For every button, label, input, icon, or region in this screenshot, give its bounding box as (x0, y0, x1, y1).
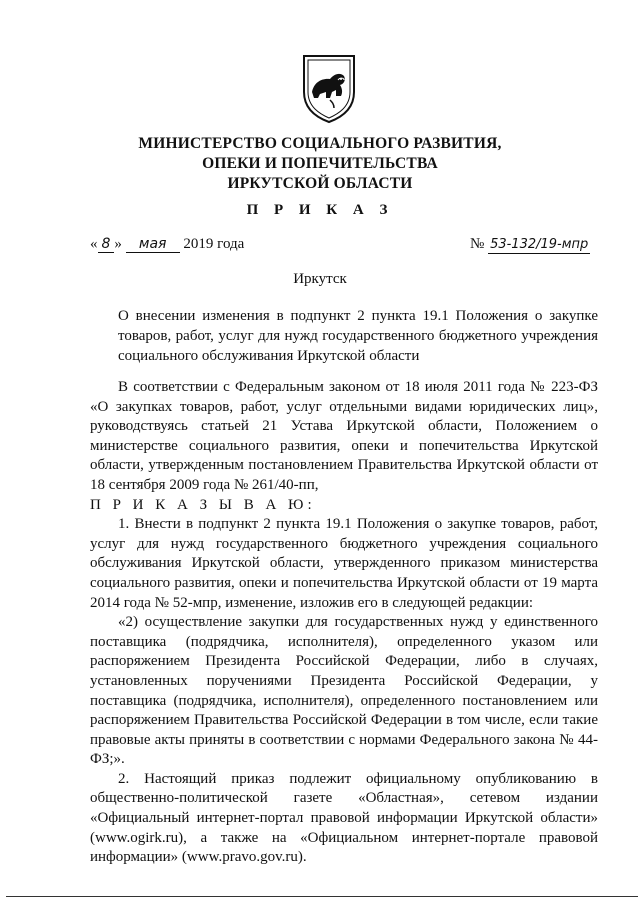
date-month: мая (126, 236, 180, 253)
order-subject: О внесении изменения в подпункт 2 пункта 19.1 Положения о закупке товаров, работ, услуг для нужд государственного бюджетного учреждения социального обслуживания Иркутской области (118, 308, 598, 364)
number-value: 53-132/19-мпр (490, 237, 589, 252)
coat-of-arms-icon (300, 52, 358, 124)
date-day: 8 (98, 236, 115, 253)
ministry-line-2: ОПЕКИ И ПОПЕЧИТЕЛЬСТВА (202, 155, 438, 172)
document-type: П Р И К А З (246, 202, 394, 218)
ministry-line-1: МИНИСТЕРСТВО СОЦИАЛЬНОГО РАЗВИТИЯ, (138, 135, 502, 152)
number-label: № (470, 236, 485, 252)
order-date (90, 236, 244, 253)
order-body (90, 378, 598, 868)
date-year: 2019 года (183, 236, 245, 252)
quote-close: » (114, 236, 122, 252)
ministry-name (0, 134, 640, 194)
item-1-paragraph: 1. Внести в подпункт 2 пункта 19.1 Положения о закупке товаров, работ, услуг для нужд государственного бюджетного учреждения социального обслуживания Иркутской области, утвержденного приказом министерства социального развития, опеки и попечительства Иркутской области от 19 марта 2014 года № 52-мпр, изменение, изложив его в следующей редакции: (90, 516, 598, 611)
order-word: П Р И К А З Ы В А Ю: (90, 496, 316, 513)
order-number (470, 236, 590, 254)
city: Иркутск (293, 271, 347, 287)
item-1-quote-paragraph: «2) осуществление закупки для государственных нужд у единственного поставщика (подрядчика, исполнителя), определенного указом или распоряжением Президента Российской Федерации, либо в случаях, установленных поручениями Президента Российской Федерации, у поставщика (подрядчика, исполнителя), определенного постановлением или распоряжением Правительства Российской Федерации в том числе, если такие правовые акты приняты в соответствии с нормами Федерального закона № 44-ФЗ;». (90, 614, 598, 768)
footer-divider (6, 896, 638, 897)
preamble-paragraph: В соответствии с Федеральным законом от 18 июля 2011 года № 223-ФЗ «О закупках товаров, работ, услуг отдельными видами юридических лиц», руководствуясь статьей 21 Устава Иркутской области, Положением о министерстве социального развития, опеки и попечительства Иркутской области, утвержденным постановлением Правительства Иркутской области от 18 сентября 2009 года № 261/40-пп, (90, 379, 598, 493)
ministry-line-3: ИРКУТСКОЙ ОБЛАСТИ (227, 175, 413, 192)
quote-open: « (90, 236, 98, 252)
item-2-paragraph: 2. Настоящий приказ подлежит официальному опубликованию в общественно-политической газете «Областная», сетевом издании «Официальный интернет-портал правовой информации Иркутской области» (www.ogirk.ru), а также на «Официальном интернет-портале правовой информации» (www.pravo.gov.ru). (90, 770, 598, 866)
